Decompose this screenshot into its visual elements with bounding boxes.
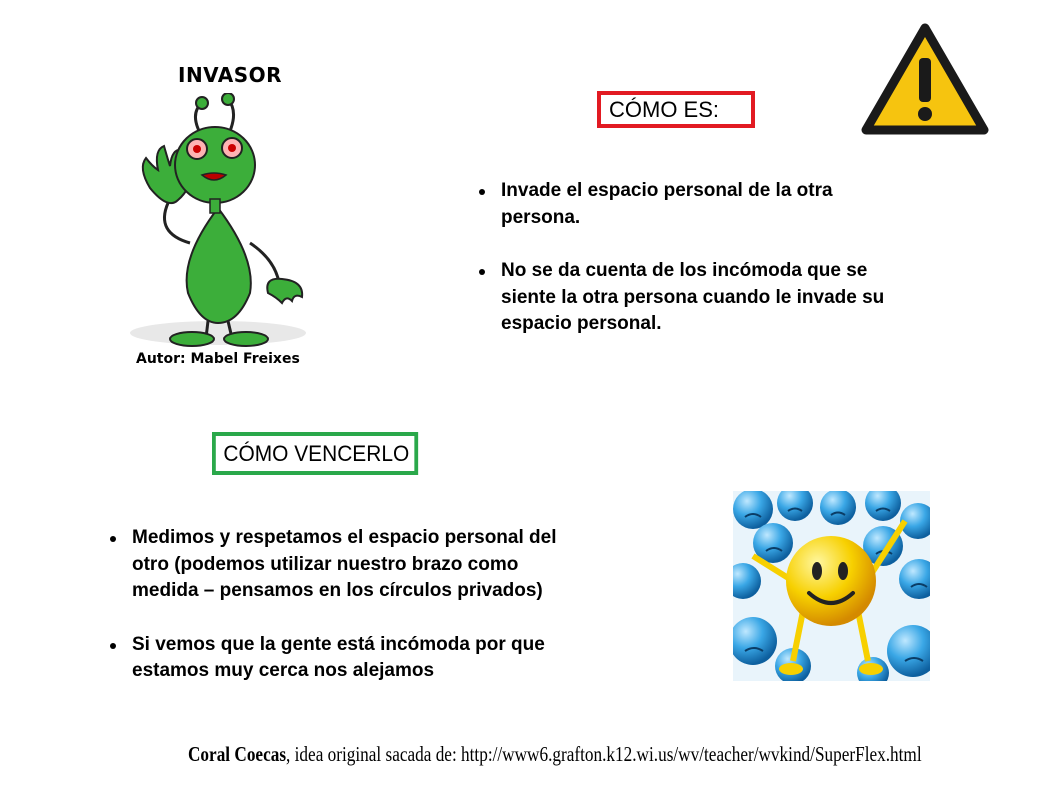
como-vencerlo-header: CÓMO VENCERLO xyxy=(212,432,418,475)
alien-character xyxy=(110,93,330,348)
como-es-header: CÓMO ES: xyxy=(597,91,755,128)
smiley-crowd-image xyxy=(733,491,930,681)
warning-triangle-icon xyxy=(860,22,990,137)
invasor-character-card xyxy=(110,55,330,375)
credit-source: , idea original sacada de: http://www6.grafton.k12.wi.us/wv/teacher/wvkind/SuperFlex.html xyxy=(286,742,922,766)
list-item: No se da cuenta de los incómoda que se siente la otra persona cuando le invade su espacio personal. xyxy=(475,258,915,338)
list-item: Invade el espacio personal de la otra persona. xyxy=(475,178,915,231)
character-title: INVASOR xyxy=(178,63,283,87)
credit-author: Coral Coecas xyxy=(188,742,287,766)
list-item: Medimos y respetamos el espacio personal del otro (podemos utilizar nuestro brazo como medida – pensamos en los círculos privados) xyxy=(106,525,576,605)
como-vencerlo-list xyxy=(106,525,576,712)
character-author: Autor: Mabel Freixes xyxy=(136,351,300,367)
list-item: Si vemos que la gente está incómoda por que estamos muy cerca nos alejamos xyxy=(106,632,576,685)
footer-credit xyxy=(188,742,922,767)
como-es-list xyxy=(475,178,915,365)
